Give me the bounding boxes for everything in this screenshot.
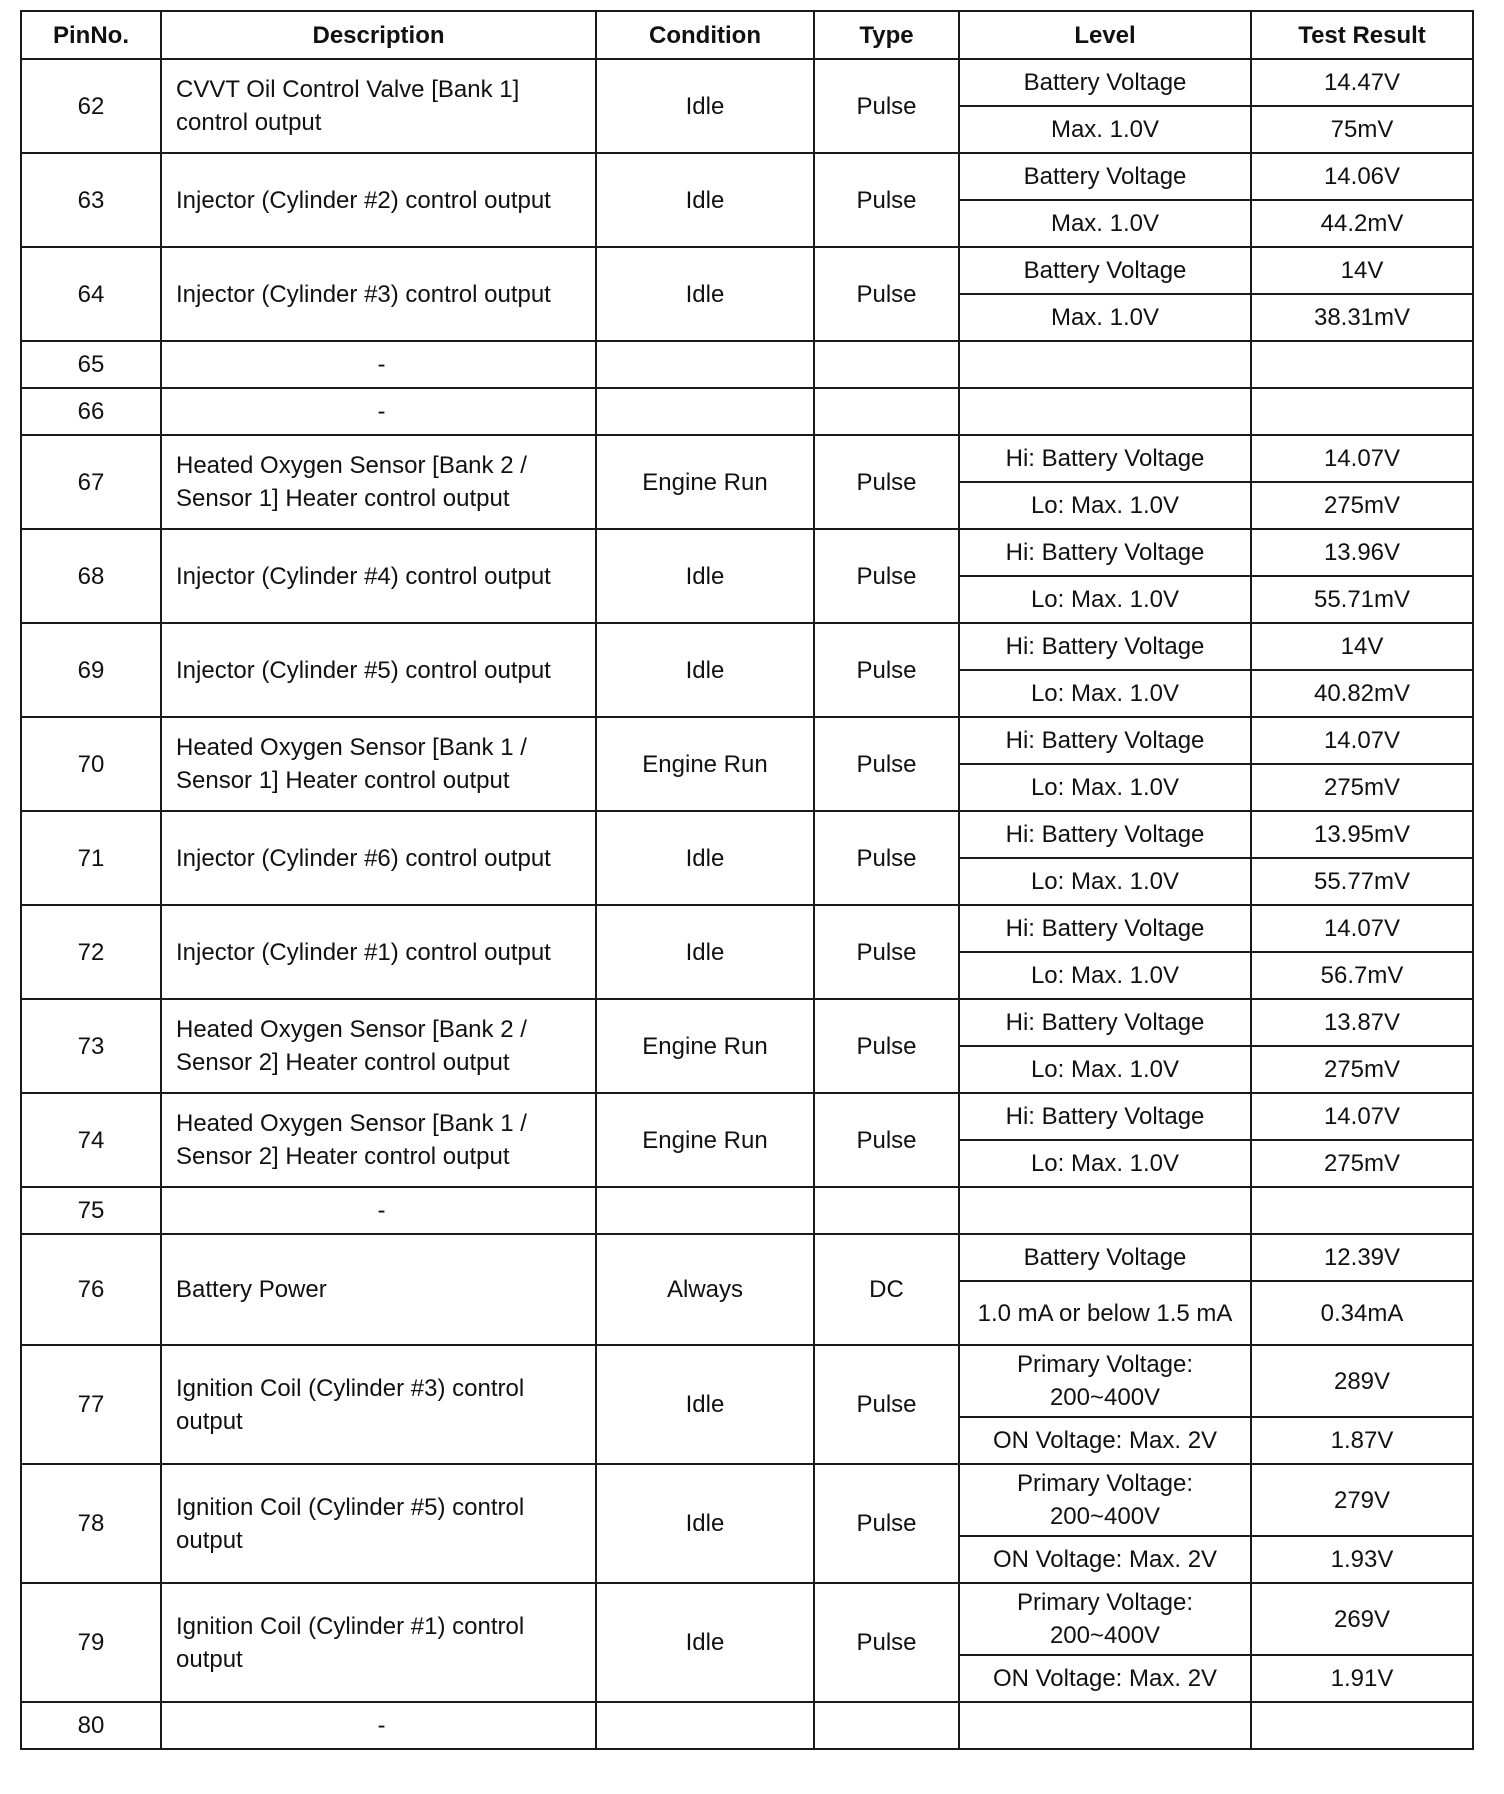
pin-test-result: 1.93V — [1251, 1536, 1473, 1583]
pin-number: 69 — [21, 623, 161, 717]
pin-description: - — [161, 1702, 596, 1749]
table-row — [21, 1345, 1473, 1417]
table-row — [21, 623, 1473, 670]
pin-type — [814, 1702, 959, 1749]
pin-type: Pulse — [814, 59, 959, 153]
pin-level: Battery Voltage — [959, 247, 1251, 294]
pin-description: Heated Oxygen Sensor [Bank 1 / Sensor 1] Heater control output — [161, 717, 596, 811]
table-row — [21, 529, 1473, 576]
pin-type: Pulse — [814, 623, 959, 717]
pin-test-result: 289V — [1251, 1345, 1473, 1417]
pin-level: Lo: Max. 1.0V — [959, 576, 1251, 623]
pin-test-result: 14V — [1251, 623, 1473, 670]
pin-test-result: 14.07V — [1251, 435, 1473, 482]
table-row — [21, 999, 1473, 1046]
pin-type: Pulse — [814, 435, 959, 529]
pin-description: - — [161, 388, 596, 435]
pin-level: Hi: Battery Voltage — [959, 529, 1251, 576]
pin-type: Pulse — [814, 247, 959, 341]
pin-description: Injector (Cylinder #5) control output — [161, 623, 596, 717]
pin-type: Pulse — [814, 529, 959, 623]
pin-number: 76 — [21, 1234, 161, 1345]
pin-test-result: 0.34mA — [1251, 1281, 1473, 1345]
pin-type — [814, 388, 959, 435]
pin-test-result: 56.7mV — [1251, 952, 1473, 999]
pin-condition: Idle — [596, 1345, 814, 1464]
pin-condition: Idle — [596, 623, 814, 717]
pin-level: Lo: Max. 1.0V — [959, 858, 1251, 905]
table-row — [21, 905, 1473, 952]
pin-number: 79 — [21, 1583, 161, 1702]
pin-number: 78 — [21, 1464, 161, 1583]
table-row — [21, 435, 1473, 482]
pin-condition — [596, 341, 814, 388]
pin-test-result — [1251, 341, 1473, 388]
pin-condition: Idle — [596, 59, 814, 153]
pin-level — [959, 1187, 1251, 1234]
pin-level: Battery Voltage — [959, 59, 1251, 106]
pin-condition: Idle — [596, 811, 814, 905]
pin-description: - — [161, 1187, 596, 1234]
pin-type: Pulse — [814, 717, 959, 811]
pin-level: Hi: Battery Voltage — [959, 623, 1251, 670]
pin-test-result: 14.07V — [1251, 905, 1473, 952]
pin-condition: Always — [596, 1234, 814, 1345]
pin-type: Pulse — [814, 1345, 959, 1464]
table-header-row — [21, 11, 1473, 59]
pin-level: Hi: Battery Voltage — [959, 717, 1251, 764]
pin-level: Hi: Battery Voltage — [959, 811, 1251, 858]
pin-type: Pulse — [814, 905, 959, 999]
pin-condition: Idle — [596, 1583, 814, 1702]
table-row — [21, 717, 1473, 764]
table-row — [21, 1093, 1473, 1140]
pin-condition: Idle — [596, 905, 814, 999]
pin-test-result: 269V — [1251, 1583, 1473, 1655]
pin-test-result: 1.91V — [1251, 1655, 1473, 1702]
pin-condition — [596, 1187, 814, 1234]
pin-test-table — [20, 10, 1474, 1750]
pin-condition: Engine Run — [596, 999, 814, 1093]
pin-type: Pulse — [814, 999, 959, 1093]
pin-number: 67 — [21, 435, 161, 529]
pin-table-sheet — [20, 10, 1472, 1750]
pin-description: Injector (Cylinder #6) control output — [161, 811, 596, 905]
pin-test-result: 44.2mV — [1251, 200, 1473, 247]
pin-level: Max. 1.0V — [959, 200, 1251, 247]
pin-test-result: 75mV — [1251, 106, 1473, 153]
pin-condition: Engine Run — [596, 717, 814, 811]
pin-description: Ignition Coil (Cylinder #5) control output — [161, 1464, 596, 1583]
pin-level: Lo: Max. 1.0V — [959, 764, 1251, 811]
table-row — [21, 341, 1473, 388]
pin-test-result: 275mV — [1251, 1140, 1473, 1187]
pin-level: Primary Voltage: 200~400V — [959, 1464, 1251, 1536]
pin-number: 65 — [21, 341, 161, 388]
pin-test-result: 14V — [1251, 247, 1473, 294]
pin-number: 75 — [21, 1187, 161, 1234]
pin-description: Injector (Cylinder #4) control output — [161, 529, 596, 623]
pin-test-result: 14.07V — [1251, 717, 1473, 764]
pin-number: 73 — [21, 999, 161, 1093]
pin-description: Heated Oxygen Sensor [Bank 1 / Sensor 2] Heater control output — [161, 1093, 596, 1187]
pin-test-result: 38.31mV — [1251, 294, 1473, 341]
pin-condition — [596, 388, 814, 435]
pin-condition: Idle — [596, 1464, 814, 1583]
pin-type: DC — [814, 1234, 959, 1345]
pin-level: ON Voltage: Max. 2V — [959, 1655, 1251, 1702]
pin-number: 77 — [21, 1345, 161, 1464]
table-row — [21, 1583, 1473, 1655]
pin-number: 80 — [21, 1702, 161, 1749]
pin-level: Lo: Max. 1.0V — [959, 482, 1251, 529]
table-row — [21, 1187, 1473, 1234]
pin-level: ON Voltage: Max. 2V — [959, 1417, 1251, 1464]
pin-test-result: 13.87V — [1251, 999, 1473, 1046]
pin-type: Pulse — [814, 153, 959, 247]
pin-test-result: 13.95mV — [1251, 811, 1473, 858]
pin-condition: Idle — [596, 247, 814, 341]
pin-level: Hi: Battery Voltage — [959, 905, 1251, 952]
pin-test-result: 14.07V — [1251, 1093, 1473, 1140]
pin-test-result: 279V — [1251, 1464, 1473, 1536]
pin-level: ON Voltage: Max. 2V — [959, 1536, 1251, 1583]
pin-level: Lo: Max. 1.0V — [959, 1046, 1251, 1093]
table-row — [21, 153, 1473, 200]
pin-test-result: 55.71mV — [1251, 576, 1473, 623]
pin-type — [814, 1187, 959, 1234]
pin-level: Hi: Battery Voltage — [959, 999, 1251, 1046]
pin-level: Battery Voltage — [959, 1234, 1251, 1281]
pin-description: Ignition Coil (Cylinder #1) control output — [161, 1583, 596, 1702]
pin-number: 63 — [21, 153, 161, 247]
pin-level — [959, 1702, 1251, 1749]
pin-test-result: 40.82mV — [1251, 670, 1473, 717]
pin-test-result: 1.87V — [1251, 1417, 1473, 1464]
pin-level: Max. 1.0V — [959, 294, 1251, 341]
header-test-result: Test Result — [1251, 11, 1473, 59]
pin-level: Lo: Max. 1.0V — [959, 670, 1251, 717]
pin-condition: Engine Run — [596, 1093, 814, 1187]
pin-test-result — [1251, 1702, 1473, 1749]
pin-test-result — [1251, 1187, 1473, 1234]
pin-number: 74 — [21, 1093, 161, 1187]
pin-description: Ignition Coil (Cylinder #3) control output — [161, 1345, 596, 1464]
pin-number: 62 — [21, 59, 161, 153]
header-pin-no: PinNo. — [21, 11, 161, 59]
pin-level: Primary Voltage: 200~400V — [959, 1583, 1251, 1655]
pin-description: Heated Oxygen Sensor [Bank 2 / Sensor 2] Heater control output — [161, 999, 596, 1093]
table-row — [21, 59, 1473, 106]
table-row — [21, 811, 1473, 858]
pin-condition: Idle — [596, 529, 814, 623]
pin-level: Lo: Max. 1.0V — [959, 1140, 1251, 1187]
header-level: Level — [959, 11, 1251, 59]
pin-type: Pulse — [814, 811, 959, 905]
pin-number: 66 — [21, 388, 161, 435]
pin-level: 1.0 mA or below 1.5 mA — [959, 1281, 1251, 1345]
pin-level — [959, 341, 1251, 388]
pin-level: Max. 1.0V — [959, 106, 1251, 153]
pin-test-result: 14.06V — [1251, 153, 1473, 200]
table-row — [21, 388, 1473, 435]
pin-level: Hi: Battery Voltage — [959, 435, 1251, 482]
pin-level: Primary Voltage: 200~400V — [959, 1345, 1251, 1417]
pin-test-result: 275mV — [1251, 764, 1473, 811]
pin-test-result: 55.77mV — [1251, 858, 1473, 905]
pin-number: 72 — [21, 905, 161, 999]
pin-description: Heated Oxygen Sensor [Bank 2 / Sensor 1] Heater control output — [161, 435, 596, 529]
pin-test-result: 14.47V — [1251, 59, 1473, 106]
header-type: Type — [814, 11, 959, 59]
pin-condition: Idle — [596, 153, 814, 247]
pin-test-result: 275mV — [1251, 1046, 1473, 1093]
pin-level: Lo: Max. 1.0V — [959, 952, 1251, 999]
pin-number: 68 — [21, 529, 161, 623]
pin-type: Pulse — [814, 1464, 959, 1583]
pin-description: Injector (Cylinder #2) control output — [161, 153, 596, 247]
pin-test-result: 12.39V — [1251, 1234, 1473, 1281]
pin-test-result: 13.96V — [1251, 529, 1473, 576]
header-condition: Condition — [596, 11, 814, 59]
pin-description: CVVT Oil Control Valve [Bank 1] control output — [161, 59, 596, 153]
pin-condition — [596, 1702, 814, 1749]
table-row — [21, 247, 1473, 294]
pin-test-result — [1251, 388, 1473, 435]
pin-number: 70 — [21, 717, 161, 811]
pin-description: Injector (Cylinder #3) control output — [161, 247, 596, 341]
table-row — [21, 1702, 1473, 1749]
pin-number: 71 — [21, 811, 161, 905]
pin-number: 64 — [21, 247, 161, 341]
pin-type: Pulse — [814, 1093, 959, 1187]
pin-test-result: 275mV — [1251, 482, 1473, 529]
pin-type — [814, 341, 959, 388]
pin-type: Pulse — [814, 1583, 959, 1702]
pin-level — [959, 388, 1251, 435]
pin-description: Injector (Cylinder #1) control output — [161, 905, 596, 999]
pin-level: Battery Voltage — [959, 153, 1251, 200]
pin-condition: Engine Run — [596, 435, 814, 529]
header-description: Description — [161, 11, 596, 59]
table-row — [21, 1234, 1473, 1281]
pin-description: - — [161, 341, 596, 388]
table-row — [21, 1464, 1473, 1536]
pin-description: Battery Power — [161, 1234, 596, 1345]
pin-level: Hi: Battery Voltage — [959, 1093, 1251, 1140]
